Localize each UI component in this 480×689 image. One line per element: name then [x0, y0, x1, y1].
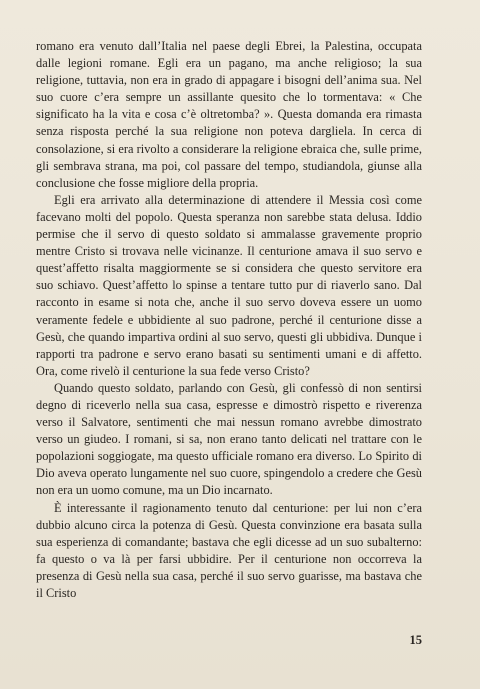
paragraph-2: Egli era arrivato alla determinazione di attendere il Messia così come facevano molti del popolo. Questa speranza non sarebbe stata delusa. Iddio permise che il servo di questo soldato si ammalasse gravemente proprio mentre Cristo si trovava nelle vicinanze. Il centurione amava il suo servo e quest’affetto risalta maggiormente se si considera che questo servitore era suo schiavo. Quest’affetto lo spinse a tentare tutto pur di riaverlo sano. Dal racconto in esame si nota che, anche il suo servo doveva essere un uomo veramente fedele e ubbidiente al suo padrone, perché il centurione disse a Gesù, che quando impartiva ordini al suo servo, questi gli ubbidiva. Dunque i rapporti tra padrone e servo erano basati su sentimenti umani e di affetto. Ora, come rivelò il centurione la sua fede verso Cristo?	[36, 192, 422, 378]
paragraph-3: Quando questo soldato, parlando con Gesù, gli confessò di non sentirsi degno di riceverlo nella sua casa, espresse e dimostrò rispetto e riverenza verso il Salvatore, sentimenti che mai nessun romano avrebbe dimostrato verso un giudeo. I romani, si sa, non erano tanto delicati nel trattare con le popolazioni soggiogate, ma questo ufficiale romano era diverso. Lo Spirito di Dio aveva operato lungamente nel suo cuore, spingendolo a credere che Gesù non era un uomo comune, ma un Dio incarnato.	[36, 380, 422, 498]
body-text	[36, 38, 422, 602]
page-number: 15	[409, 633, 422, 647]
paragraph-1: romano era venuto dall’Italia nel paese degli Ebrei, la Palestina, occupata dalle legioni romane. Egli era un pagano, ma anche religioso; la sua religione, tuttavia, non era in grado di appagare i bisogni dell’anima sua. Nel suo cuore c’era sempre un assillante quesito che lo tormentava: « Che significato ha la vita e cosa c’è oltretomba? ». Questa domanda era rimasta senza risposta perché la sua religione non poteva dargliela. In cerca di consolazione, si era rivolto a considerare la religione ebraica che, sulle prime, gli sembrava strana, ma poi, col passare del tempo, studiandola, giunse alla conclusione che fosse migliore della propria.	[36, 39, 422, 190]
paragraph-4: È interessante il ragionamento tenuto dal centurione: per lui non c’era dubbio alcuno circa la potenza di Gesù. Questa convinzione era basata sulla sua esperienza di comandante; bastava che egli dicesse ad un suo subalterno: fa questo o va là per farsi ubbidire. Per il centurione non occorreva la presenza di Gesù nella sua casa, perché il suo servo guarisse, ma bastava che il Cristo	[36, 500, 422, 600]
